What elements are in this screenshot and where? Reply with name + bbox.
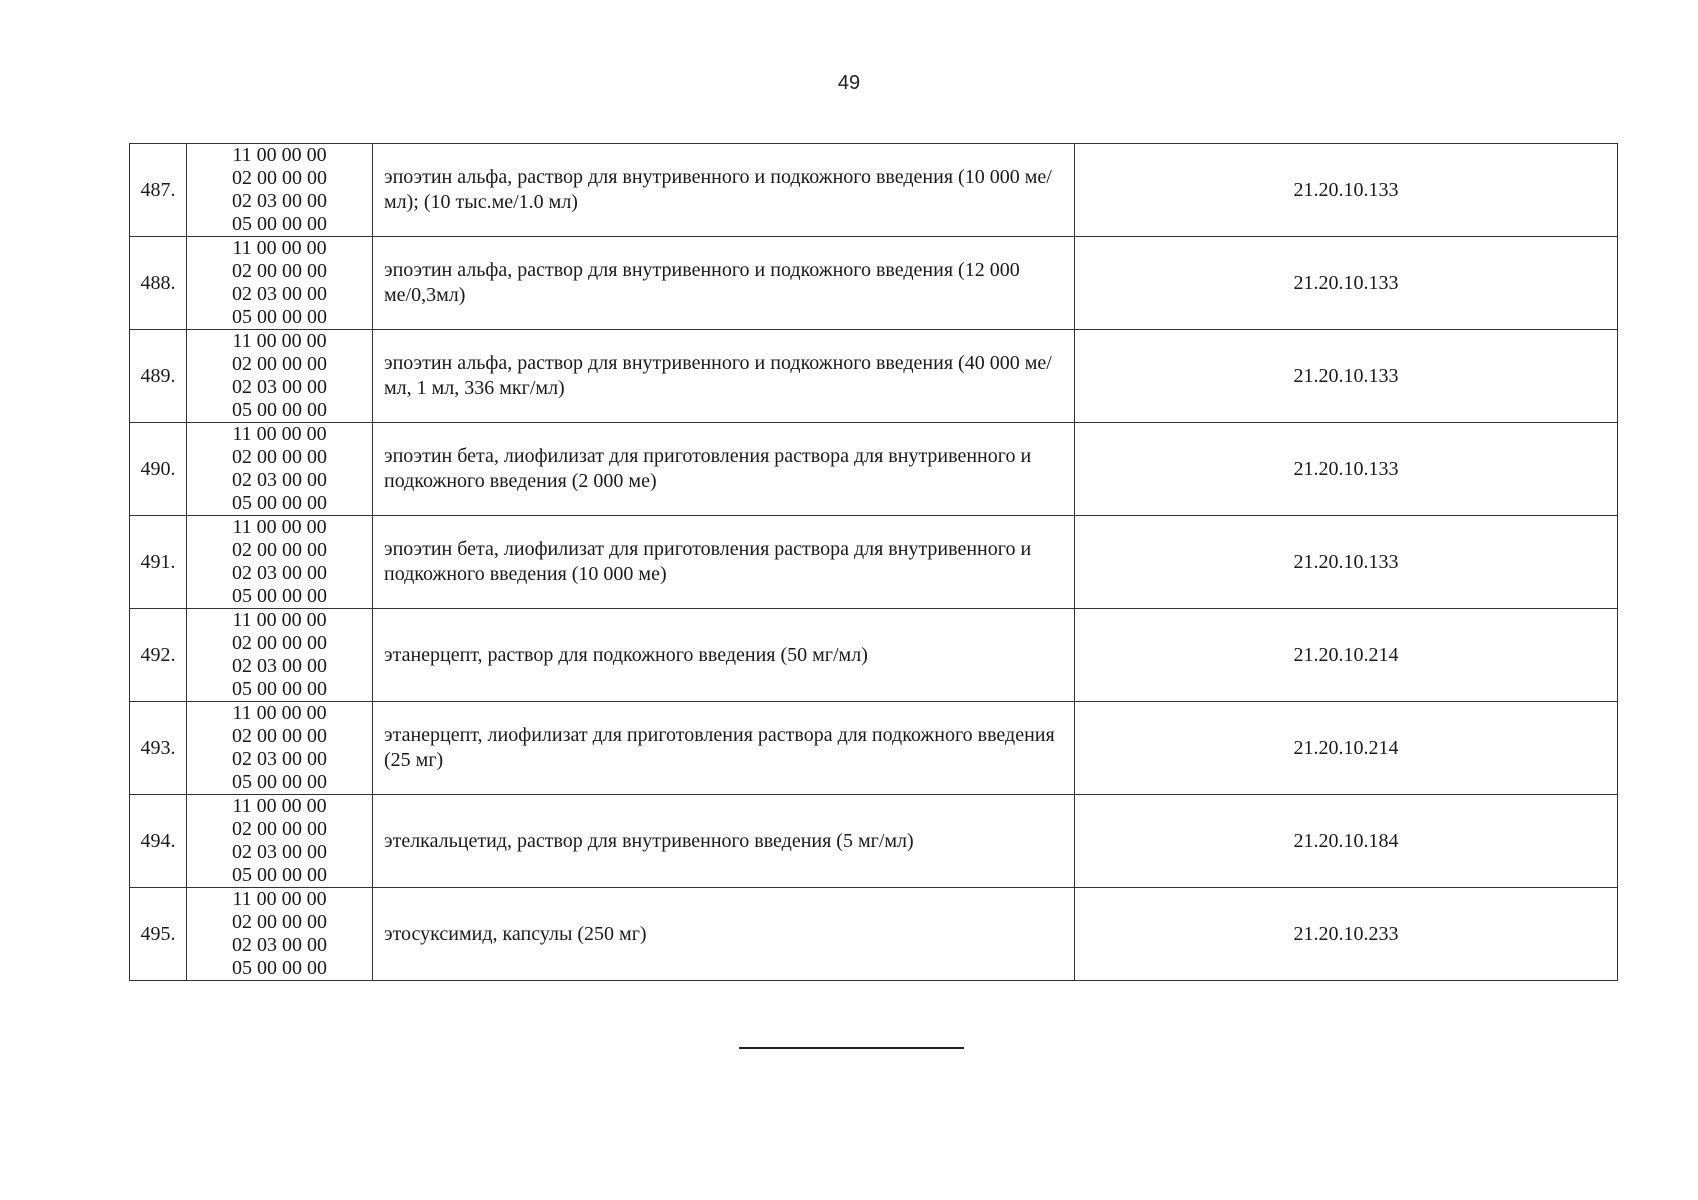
classifier-code: 02 03 00 00: [232, 934, 327, 956]
drug-list-table: [129, 143, 1618, 981]
classifier-code: 05 00 00 00: [232, 864, 327, 886]
classifier-code: 02 03 00 00: [232, 841, 327, 863]
classifier-code: 11 00 00 00: [232, 609, 327, 631]
classifier-code: 02 00 00 00: [232, 818, 327, 840]
drug-name: эпоэтин бета, лиофилизат для приготовления раствора для внутривенного и подкожного введения (10 000 ме): [373, 516, 1075, 609]
row-number: 487.: [130, 144, 187, 237]
classifier-code: 02 00 00 00: [232, 260, 327, 282]
classifier-codes: [187, 609, 373, 702]
classifier-code: 02 03 00 00: [232, 655, 327, 677]
classifier-code: 05 00 00 00: [232, 213, 327, 235]
row-number: 492.: [130, 609, 187, 702]
table-row: [130, 609, 1618, 702]
classifier-codes: [187, 888, 373, 981]
row-number: 495.: [130, 888, 187, 981]
table-row: [130, 423, 1618, 516]
classifier-code: 05 00 00 00: [232, 957, 327, 979]
classifier-code: 02 00 00 00: [232, 446, 327, 468]
classifier-code: 02 00 00 00: [232, 539, 327, 561]
table-row: [130, 330, 1618, 423]
classifier-code: 11 00 00 00: [232, 702, 327, 724]
classifier-code: 11 00 00 00: [232, 795, 327, 817]
okpd-code: 21.20.10.184: [1075, 795, 1618, 888]
classifier-code: 11 00 00 00: [232, 516, 327, 538]
classifier-code: 02 03 00 00: [232, 376, 327, 398]
classifier-codes: [187, 330, 373, 423]
row-number: 488.: [130, 237, 187, 330]
classifier-code: 02 00 00 00: [232, 632, 327, 654]
table-row: [130, 237, 1618, 330]
classifier-code: 05 00 00 00: [232, 492, 327, 514]
table-row: [130, 795, 1618, 888]
classifier-code: 05 00 00 00: [232, 306, 327, 328]
classifier-code: 11 00 00 00: [232, 237, 327, 259]
okpd-code: 21.20.10.133: [1075, 423, 1618, 516]
drug-name: эпоэтин альфа, раствор для внутривенного и подкожного введения (10 000 ме/мл); (10 тыс.ме/1.0 мл): [373, 144, 1075, 237]
classifier-code: 02 03 00 00: [232, 469, 327, 491]
classifier-code: 05 00 00 00: [232, 399, 327, 421]
drug-name: этосуксимид, капсулы (250 мг): [373, 888, 1075, 981]
classifier-code: 02 03 00 00: [232, 283, 327, 305]
okpd-code: 21.20.10.214: [1075, 609, 1618, 702]
table-row: [130, 702, 1618, 795]
classifier-codes: [187, 516, 373, 609]
table-row: [130, 144, 1618, 237]
table-row: [130, 516, 1618, 609]
classifier-codes: [187, 702, 373, 795]
drug-name: эпоэтин альфа, раствор для внутривенного и подкожного введения (12 000 ме/0,3мл): [373, 237, 1075, 330]
okpd-code: 21.20.10.133: [1075, 144, 1618, 237]
classifier-code: 11 00 00 00: [232, 330, 327, 352]
page-number: 49: [837, 72, 861, 94]
row-number: 493.: [130, 702, 187, 795]
row-number: 490.: [130, 423, 187, 516]
classifier-code: 02 00 00 00: [232, 353, 327, 375]
classifier-code: 02 00 00 00: [232, 167, 327, 189]
drug-name: этанерцепт, лиофилизат для приготовления раствора для подкожного введения (25 мг): [373, 702, 1075, 795]
classifier-code: 05 00 00 00: [232, 771, 327, 793]
row-number: 491.: [130, 516, 187, 609]
okpd-code: 21.20.10.133: [1075, 516, 1618, 609]
classifier-code: 05 00 00 00: [232, 585, 327, 607]
classifier-code: 02 00 00 00: [232, 911, 327, 933]
table-row: [130, 888, 1618, 981]
classifier-code: 02 03 00 00: [232, 562, 327, 584]
okpd-code: 21.20.10.233: [1075, 888, 1618, 981]
classifier-code: 05 00 00 00: [232, 678, 327, 700]
classifier-code: 11 00 00 00: [232, 423, 327, 445]
row-number: 494.: [130, 795, 187, 888]
row-number: 489.: [130, 330, 187, 423]
okpd-code: 21.20.10.214: [1075, 702, 1618, 795]
drug-name: эпоэтин бета, лиофилизат для приготовления раствора для внутривенного и подкожного введения (2 000 ме): [373, 423, 1075, 516]
classifier-code: 02 03 00 00: [232, 748, 327, 770]
classifier-code: 02 03 00 00: [232, 190, 327, 212]
classifier-codes: [187, 144, 373, 237]
drug-name: этелкальцетид, раствор для внутривенного введения (5 мг/мл): [373, 795, 1075, 888]
classifier-codes: [187, 237, 373, 330]
end-of-document-rule: [739, 1047, 964, 1049]
classifier-code: 02 00 00 00: [232, 725, 327, 747]
classifier-codes: [187, 795, 373, 888]
classifier-codes: [187, 423, 373, 516]
okpd-code: 21.20.10.133: [1075, 330, 1618, 423]
drug-name: эпоэтин альфа, раствор для внутривенного и подкожного введения (40 000 ме/мл, 1 мл, 336 мкг/мл): [373, 330, 1075, 423]
classifier-code: 11 00 00 00: [232, 888, 327, 910]
okpd-code: 21.20.10.133: [1075, 237, 1618, 330]
classifier-code: 11 00 00 00: [232, 144, 327, 166]
drug-name: этанерцепт, раствор для подкожного введения (50 мг/мл): [373, 609, 1075, 702]
